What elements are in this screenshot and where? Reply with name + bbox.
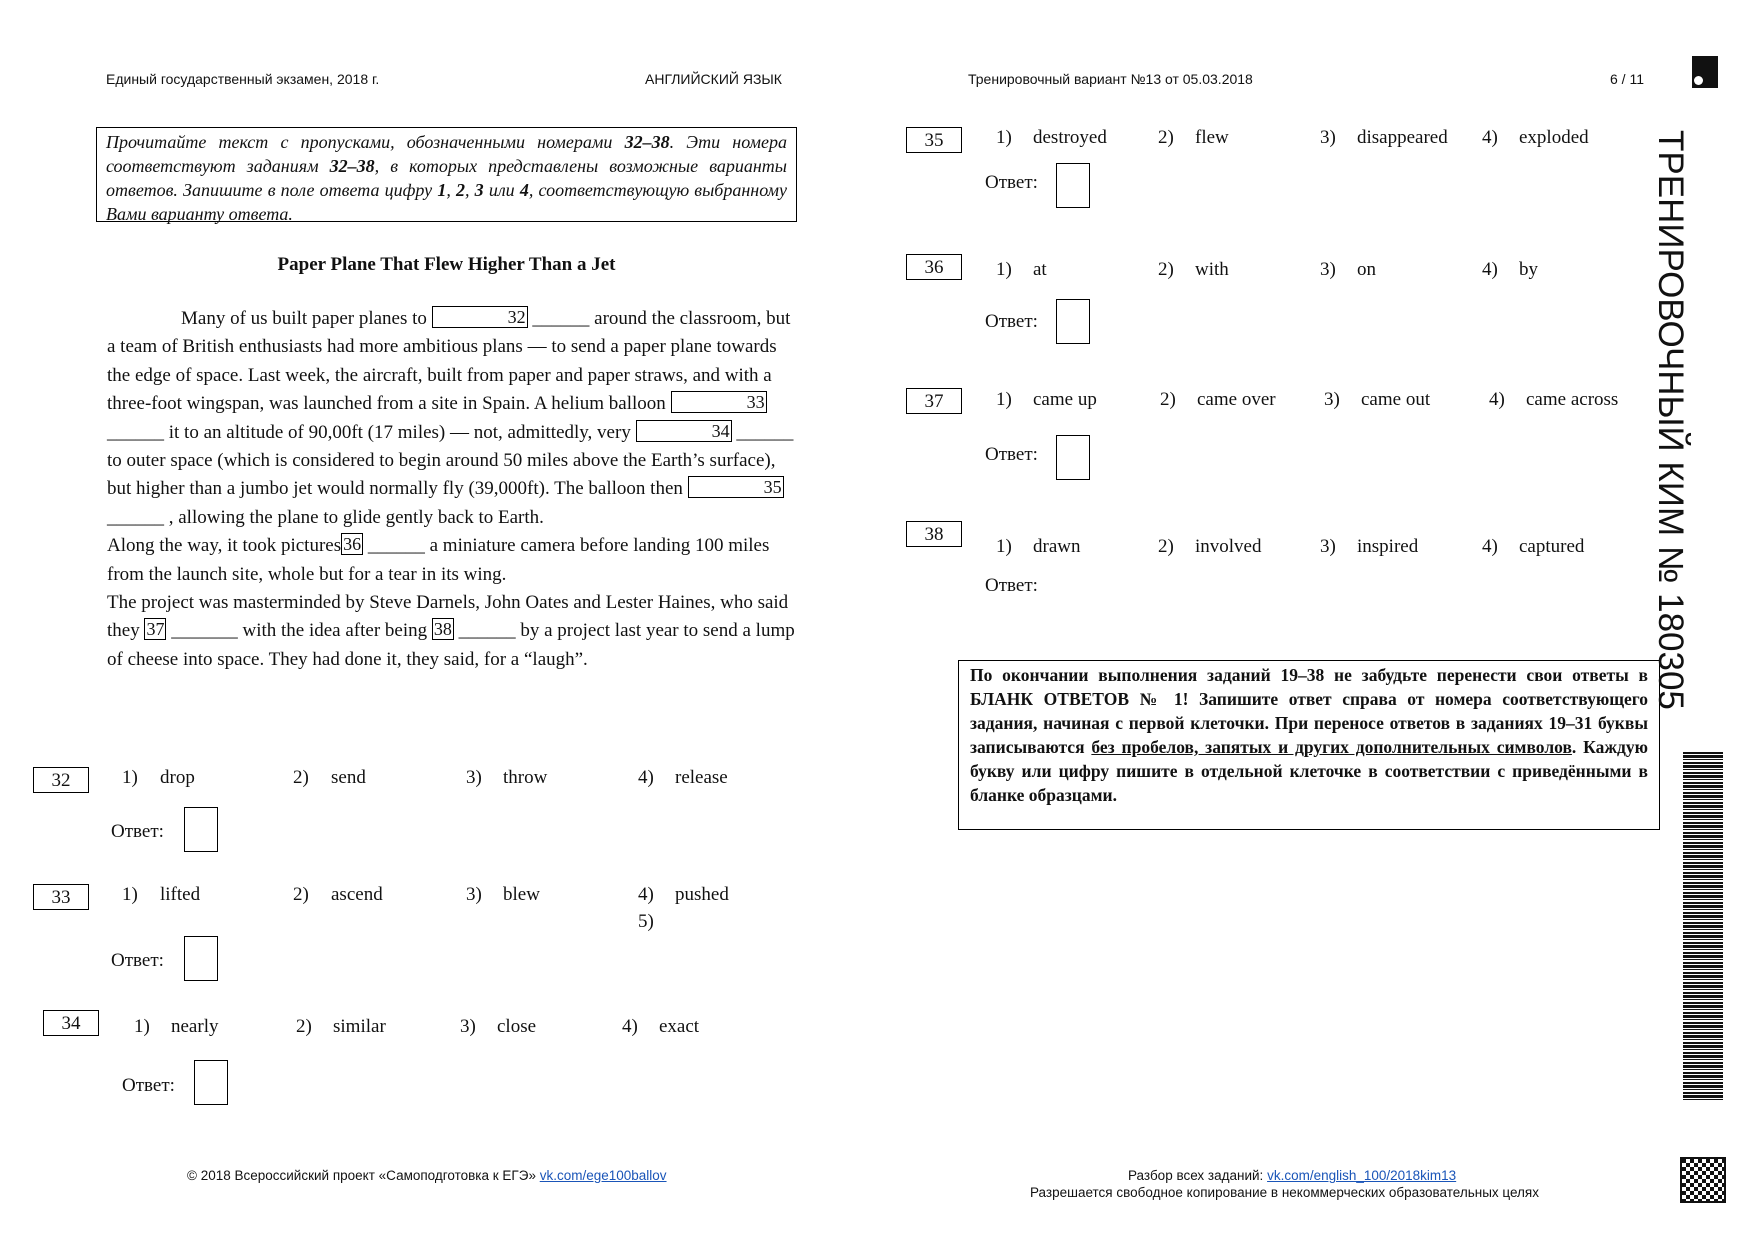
option-number: 3) bbox=[1320, 536, 1336, 557]
notice-text: По окончании выполнения заданий 19–38 не забудьте перенести свои ответы в БЛАНК ОТВЕТОВ № 1! Запишите ответ справа от номера соответствующего задания, начиная с первой клеточки. При переносе ответов в заданиях 19–31 буквы записываются bbox=[970, 665, 1648, 757]
option-text: send bbox=[331, 767, 366, 788]
instruction-text: , соответствующую выбранному Вами варианту ответа. bbox=[106, 180, 788, 224]
text-segment: ______ , allowing the plane to glide gently back to Earth. bbox=[107, 506, 544, 528]
option-number-extra: 5) bbox=[638, 911, 654, 932]
answer-label: Ответ: bbox=[985, 575, 1038, 596]
answer-label: Ответ: bbox=[985, 172, 1038, 193]
option-text: at bbox=[1033, 259, 1047, 280]
option-number: 3) bbox=[460, 1016, 476, 1037]
option-number: 2) bbox=[1160, 389, 1176, 410]
text-segment: _______ with the idea after being bbox=[166, 620, 432, 642]
option-text: drawn bbox=[1033, 536, 1081, 557]
header-page-number: 6 / 11 bbox=[1610, 71, 1644, 87]
option-number: 3) bbox=[1320, 259, 1336, 280]
option-text: inspired bbox=[1357, 536, 1419, 557]
option-number: 4) bbox=[1482, 127, 1498, 148]
option-text: release bbox=[675, 767, 728, 788]
instruction-text: или bbox=[483, 180, 520, 200]
question-number-32: 32 bbox=[33, 767, 89, 793]
answer-box-33[interactable] bbox=[184, 936, 218, 981]
text-title: Paper Plane That Flew Higher Than a Jet bbox=[277, 254, 616, 275]
paragraph-1 bbox=[107, 305, 797, 532]
gap-marker-33: 33 bbox=[671, 391, 767, 413]
question-number-35: 35 bbox=[906, 127, 962, 153]
option-number: 1) bbox=[996, 389, 1012, 410]
footer-right-line2: Разрешается свободное копирование в некоммерческих образовательных целях bbox=[1030, 1185, 1539, 1200]
option-text: disappeared bbox=[1357, 127, 1448, 148]
answer-box-36[interactable] bbox=[1056, 299, 1090, 344]
option-text: nearly bbox=[171, 1016, 219, 1037]
paragraph-2 bbox=[107, 532, 797, 589]
instruction-text: , bbox=[465, 180, 475, 200]
option-text: came across bbox=[1526, 389, 1619, 410]
option-text: came out bbox=[1361, 389, 1431, 410]
option-text: similar bbox=[333, 1016, 386, 1037]
option-text: throw bbox=[503, 767, 548, 788]
text-segment: The project was masterminded by Steve Darnels, John Oates and Lester Haines, who said they bbox=[107, 592, 789, 642]
option-text: exact bbox=[659, 1016, 700, 1037]
text-segment: ______ around the classroom, but a team of British enthusiasts had more ambitious plans — to send a paper plane towards the edge of space. Last week, the aircraft, built from paper and paper straws, and with a three-foot wingspan, was launched from a site in Spain. A helium balloon bbox=[107, 308, 791, 415]
answer-box-37[interactable] bbox=[1056, 435, 1090, 480]
text-segment: ______ a miniature camera before landing 100 miles from the launch site, whole but for a tear in its wing. bbox=[107, 535, 770, 585]
text-segment: Along the way, it took pictures bbox=[107, 535, 342, 557]
option-number: 1) bbox=[996, 259, 1012, 280]
answer-label: Ответ: bbox=[985, 311, 1038, 332]
option-number: 1) bbox=[122, 884, 138, 905]
gap-marker-37: 37 bbox=[146, 619, 165, 640]
option-number: 4) bbox=[638, 884, 654, 905]
option-number: 1) bbox=[996, 536, 1012, 557]
answer-label: Ответ: bbox=[111, 950, 164, 971]
option-text: involved bbox=[1195, 536, 1262, 557]
option-text: on bbox=[1357, 259, 1376, 280]
option-number: 1) bbox=[134, 1016, 150, 1037]
option-number: 3) bbox=[466, 884, 482, 905]
option-text: drop bbox=[160, 767, 195, 788]
header-exam-title: Единый государственный экзамен, 2018 г. bbox=[106, 71, 380, 87]
option-text: with bbox=[1195, 259, 1229, 280]
option-number: 3) bbox=[466, 767, 482, 788]
instruction-bold: 32–38 bbox=[329, 156, 375, 176]
option-text: exploded bbox=[1519, 127, 1589, 148]
side-label: ТРЕНИРОВОЧНЫЙ КИМ № 180305 bbox=[1651, 130, 1690, 710]
question-number-37: 37 bbox=[906, 388, 962, 414]
instruction-bold: 32–38 bbox=[624, 132, 670, 152]
option-number: 2) bbox=[1158, 259, 1174, 280]
option-number: 2) bbox=[296, 1016, 312, 1037]
option-text: by bbox=[1519, 259, 1538, 280]
footer-left bbox=[187, 1168, 667, 1183]
corner-mark-dot-icon bbox=[1694, 76, 1703, 85]
option-number: 4) bbox=[638, 767, 654, 788]
notice-box bbox=[958, 660, 1660, 830]
instruction-text: , bbox=[446, 180, 456, 200]
footer-copyright: © 2018 Всероссийский проект «Самоподготовка к ЕГЭ» bbox=[187, 1168, 540, 1183]
option-number: 2) bbox=[293, 884, 309, 905]
option-text: came over bbox=[1197, 389, 1276, 410]
option-number: 4) bbox=[622, 1016, 638, 1037]
footer-right-line1 bbox=[1128, 1168, 1456, 1183]
option-number: 3) bbox=[1320, 127, 1336, 148]
option-number: 4) bbox=[1489, 389, 1505, 410]
footer-left-link[interactable]: vk.com/ege100ballov bbox=[539, 1168, 667, 1183]
question-number-36: 36 bbox=[906, 254, 962, 280]
option-text: ascend bbox=[331, 884, 383, 905]
text-segment: ______ it to an altitude of 90,00ft (17 miles) — not, admittedly, very bbox=[107, 421, 636, 443]
notice-underlined-text: без пробелов, запятых и других дополнительных символов bbox=[1091, 737, 1572, 757]
gap-marker-35: 35 bbox=[688, 476, 784, 498]
option-text: lifted bbox=[160, 884, 201, 905]
gap-marker-32: 32 bbox=[432, 306, 528, 328]
option-text: close bbox=[497, 1016, 537, 1037]
gap-marker-36: 36 bbox=[343, 534, 362, 555]
instruction-bold: 1 bbox=[437, 180, 447, 200]
option-number: 2) bbox=[293, 767, 309, 788]
instruction-bold: 3 bbox=[474, 180, 484, 200]
option-number: 3) bbox=[1324, 389, 1340, 410]
option-number: 1) bbox=[996, 127, 1012, 148]
instruction-bold: 2 bbox=[456, 180, 465, 200]
header-variant: Тренировочный вариант №13 от 05.03.2018 bbox=[968, 71, 1253, 87]
option-number: 4) bbox=[1482, 536, 1498, 557]
instruction-box bbox=[96, 127, 797, 222]
option-number: 1) bbox=[122, 767, 138, 788]
option-number: 2) bbox=[1158, 536, 1174, 557]
paragraph-3 bbox=[107, 589, 797, 674]
question-number-34: 34 bbox=[43, 1010, 99, 1036]
question-number-33: 33 bbox=[33, 884, 89, 910]
footer-right-link[interactable]: vk.com/english_100/2018kim13 bbox=[1267, 1168, 1457, 1183]
header-subject: АНГЛИЙСКИЙ ЯЗЫК bbox=[645, 71, 782, 87]
instruction-text: . Эти номера соответствуют заданиям bbox=[106, 132, 787, 176]
answer-label: Ответ: bbox=[111, 821, 164, 842]
reading-text bbox=[107, 305, 797, 674]
question-number-38: 38 bbox=[906, 521, 962, 547]
qr-code-icon bbox=[1680, 1157, 1726, 1203]
option-text: captured bbox=[1519, 536, 1585, 557]
gap-marker-34: 34 bbox=[636, 420, 732, 442]
option-text: pushed bbox=[675, 884, 729, 905]
answer-box-32[interactable] bbox=[184, 807, 218, 852]
option-number: 2) bbox=[1158, 127, 1174, 148]
gap-marker-38: 38 bbox=[433, 619, 452, 640]
instruction-bold: 4 bbox=[519, 180, 529, 200]
footer-analysis-label: Разбор всех заданий: bbox=[1128, 1168, 1268, 1183]
barcode-icon bbox=[1683, 752, 1723, 1102]
option-number: 4) bbox=[1482, 259, 1498, 280]
answer-box-35[interactable] bbox=[1056, 163, 1090, 208]
text-segment: ______ by a project last year to send a lump of cheese into space. They had done it, they said, for a “laugh”. bbox=[107, 620, 795, 670]
option-text: blew bbox=[503, 884, 540, 905]
answer-label: Ответ: bbox=[985, 444, 1038, 465]
option-text: came up bbox=[1033, 389, 1097, 410]
answer-box-34[interactable] bbox=[194, 1060, 228, 1105]
answer-label: Ответ: bbox=[122, 1075, 175, 1096]
option-text: flew bbox=[1195, 127, 1229, 148]
option-text: destroyed bbox=[1033, 127, 1107, 148]
instruction-text: Прочитайте текст с пропусками, обозначенными номерами bbox=[106, 132, 625, 152]
notice-text: . Каждую букву или цифру пишите в отдельной клеточке в соответствии с приведёнными в бланке образцами. bbox=[970, 737, 1648, 805]
text-segment: Many of us built paper planes to bbox=[181, 308, 432, 329]
instruction-text: , в которых представлены возможные варианты ответов. Запишите в поле ответа цифру bbox=[106, 156, 787, 200]
text-segment: ______ to outer space (which is considered to begin around 50 miles above the Earth’s surface), but higher than a jumbo jet would normally fly (39,000ft). The balloon then bbox=[107, 421, 794, 500]
